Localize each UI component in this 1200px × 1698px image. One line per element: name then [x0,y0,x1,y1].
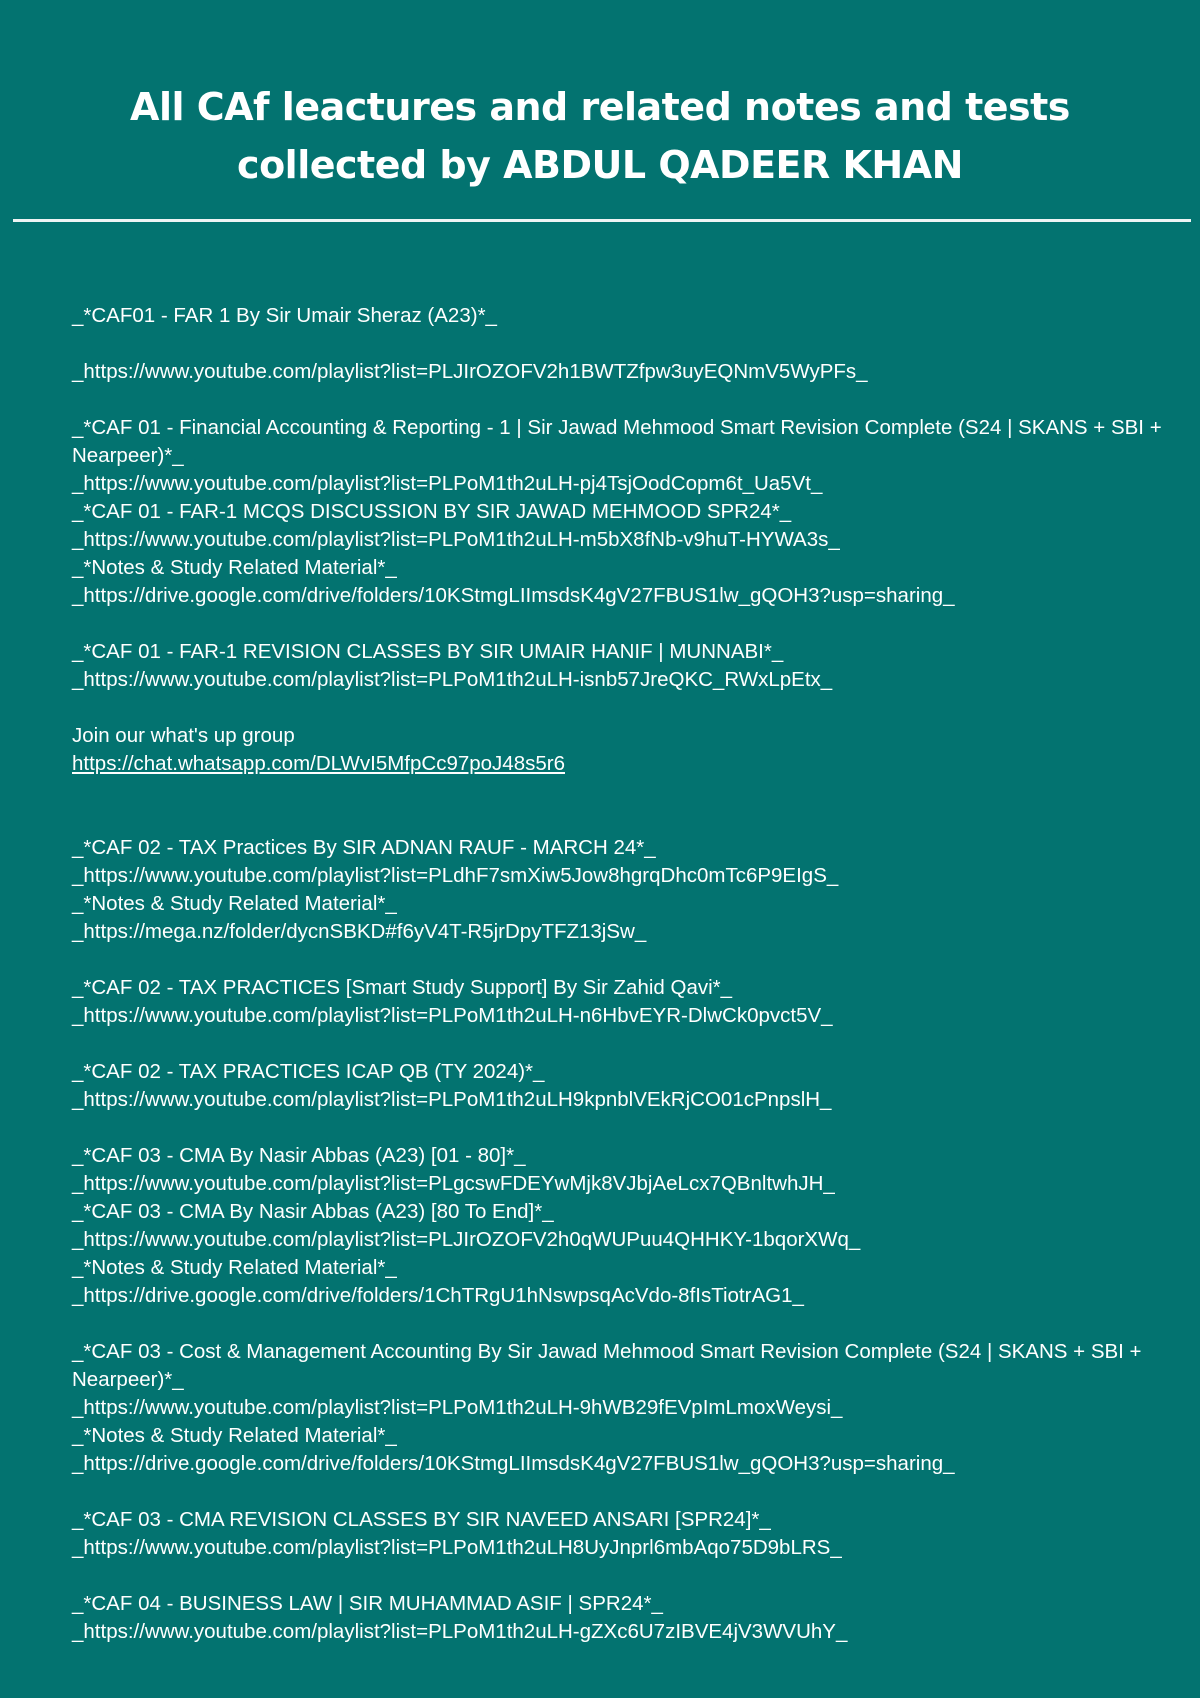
playlist-link[interactable]: _https://www.youtube.com/playlist?list=PLPoM1th2uLH-m5bX8fNb-v9huT-HYWA3s_ [72,528,840,551]
playlist-link[interactable]: _https://www.youtube.com/playlist?list=PLJIrOZOFV2h1BWTZfpw3uyEQNmV5WyPFs_ [72,360,868,383]
title-line-1: All CAf leactures and related notes and tests [130,85,1070,129]
title-divider [13,219,1191,222]
course-heading: _*CAF 03 - CMA REVISION CLASSES BY SIR NAVEED ANSARI [SPR24]*_ [72,1508,771,1531]
course-heading: _*CAF 03 - CMA By Nasir Abbas (A23) [80 To End]*_ [72,1200,554,1223]
notes-heading: _*Notes & Study Related Material*_ [72,1424,397,1447]
playlist-link[interactable]: _https://www.youtube.com/playlist?list=PLPoM1th2uLH-gZXc6U7zIBVE4jV3WVUhY_ [72,1620,848,1643]
playlist-link[interactable]: _https://www.youtube.com/playlist?list=PLPoM1th2uLH8UyJnprl6mbAqo75D9bLRS_ [72,1536,842,1559]
whatsapp-group-link[interactable]: https://chat.whatsapp.com/DLWvI5MfpCc97poJ48s5r6 [72,752,565,775]
playlist-link[interactable]: _https://www.youtube.com/playlist?list=PLJIrOZOFV2h0qWUPuu4QHHKY-1bqorXWq_ [72,1228,861,1251]
playlist-link[interactable]: _https://www.youtube.com/playlist?list=PLPoM1th2uLH-pj4TsjOodCopm6t_Ua5Vt_ [72,472,823,495]
page-title [0,78,1200,194]
course-heading: _*CAF01 - FAR 1 By Sir Umair Sheraz (A23)*_ [72,304,497,327]
notes-heading: _*Notes & Study Related Material*_ [72,556,397,579]
playlist-link[interactable]: _https://www.youtube.com/playlist?list=PLPoM1th2uLH-n6HbvEYR-DlwCk0pvct5V_ [72,1004,833,1027]
course-heading: _*CAF 03 - Cost & Management Accounting By Sir Jawad Mehmood Smart Revision Complete (S24 | SKANS + SBI + Nearpeer)*_ [72,1340,1142,1391]
document-body [72,302,1182,1646]
playlist-link[interactable]: _https://www.youtube.com/playlist?list=PLPoM1th2uLH9kpnblVEkRjCO01cPnpslH_ [72,1088,832,1111]
course-heading: _*CAF 03 - CMA By Nasir Abbas (A23) [01 - 80]*_ [72,1144,526,1167]
notes-heading: _*Notes & Study Related Material*_ [72,892,397,915]
drive-link[interactable]: _https://drive.google.com/drive/folders/10KStmgLIImsdsK4gV27FBUS1lw_gQOH3?usp=sharing_ [72,584,955,607]
mega-link[interactable]: _https://mega.nz/folder/dycnSBKD#f6yV4T-R5jrDpyTFZ13jSw_ [72,920,647,943]
drive-link[interactable]: _https://drive.google.com/drive/folders/10KStmgLIImsdsK4gV27FBUS1lw_gQOH3?usp=sharing_ [72,1452,955,1475]
course-heading: _*CAF 01 - FAR-1 MCQS DISCUSSION BY SIR JAWAD MEHMOOD SPR24*_ [72,500,792,523]
course-heading: _*CAF 02 - TAX PRACTICES [Smart Study Support] By Sir Zahid Qavi*_ [72,976,733,999]
playlist-link[interactable]: _https://www.youtube.com/playlist?list=PLPoM1th2uLH-isnb57JreQKC_RWxLpEtx_ [72,668,833,691]
course-heading: _*CAF 04 - BUSINESS LAW | SIR MUHAMMAD ASIF | SPR24*_ [72,1592,663,1615]
whatsapp-invite-text: Join our what's up group [72,724,295,747]
course-heading: _*CAF 02 - TAX PRACTICES ICAP QB (TY 2024)*_ [72,1060,545,1083]
playlist-link[interactable]: _https://www.youtube.com/playlist?list=PLgcswFDEYwMjk8VJbjAeLcx7QBnltwhJH_ [72,1172,835,1195]
course-heading: _*CAF 01 - FAR-1 REVISION CLASSES BY SIR UMAIR HANIF | MUNNABI*_ [72,640,784,663]
playlist-link[interactable]: _https://www.youtube.com/playlist?list=PLPoM1th2uLH-9hWB29fEVpImLmoxWeysi_ [72,1396,843,1419]
title-line-2: collected by ABDUL QADEER KHAN [237,143,963,187]
course-heading: _*CAF 01 - Financial Accounting & Reporting - 1 | Sir Jawad Mehmood Smart Revision Complete (S24 | SKANS + SBI + Nearpeer)*_ [72,416,1162,467]
playlist-link[interactable]: _https://www.youtube.com/playlist?list=PLdhF7smXiw5Jow8hgrqDhc0mTc6P9EIgS_ [72,864,839,887]
notes-heading: _*Notes & Study Related Material*_ [72,1256,397,1279]
course-heading: _*CAF 02 - TAX Practices By SIR ADNAN RAUF - MARCH 24*_ [72,836,656,859]
drive-link[interactable]: _https://drive.google.com/drive/folders/1ChTRgU1hNswpsqAcVdo-8fIsTiotrAG1_ [72,1284,804,1307]
